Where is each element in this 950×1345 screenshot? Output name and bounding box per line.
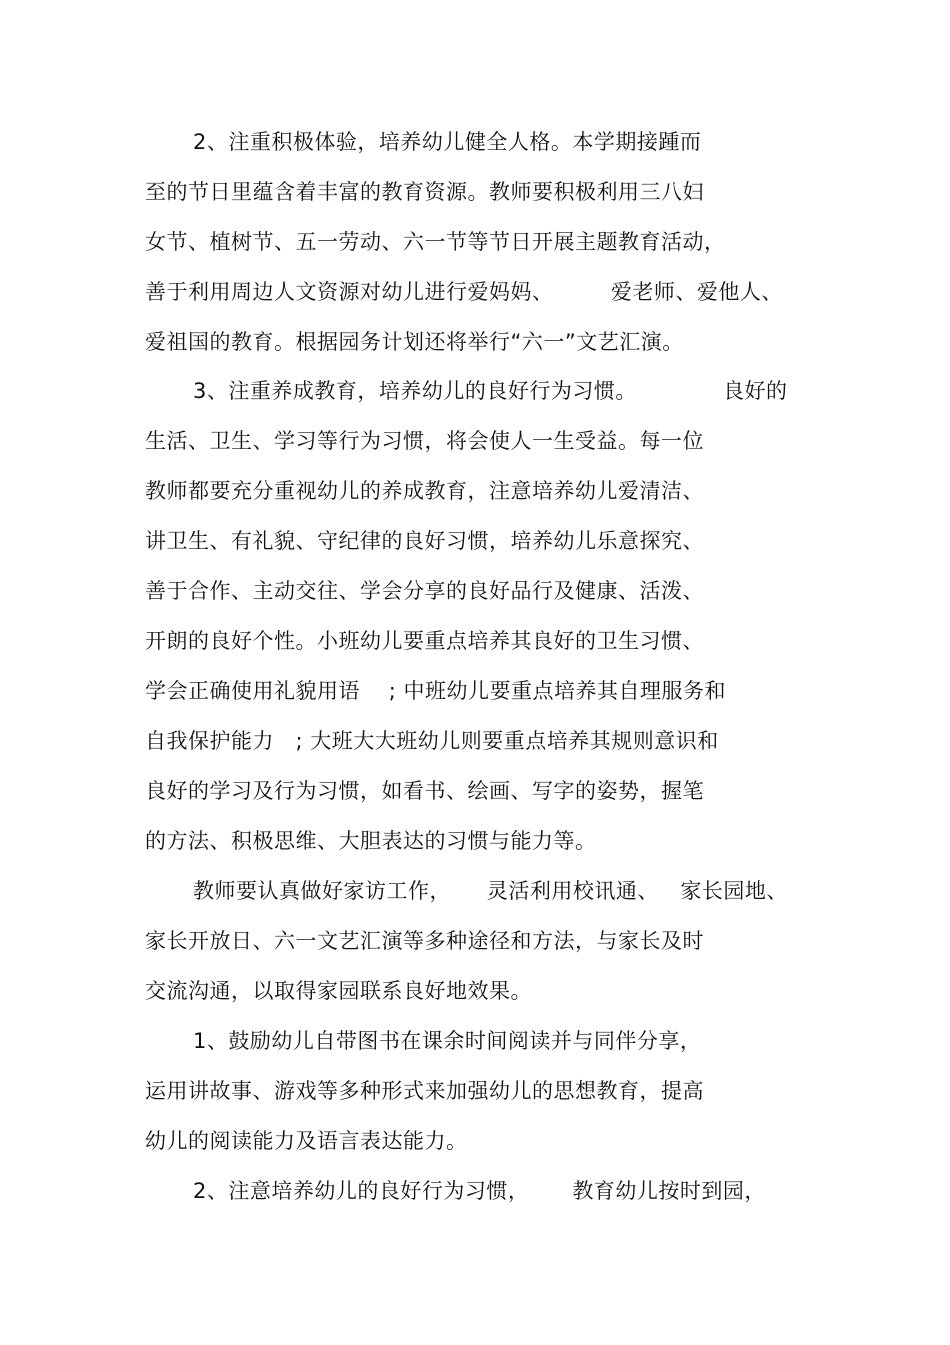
paragraph-line: 生活、卫生、学习等行为习惯，将会使人一生受益。每一位 (145, 429, 704, 453)
paragraph-line: 3、注重养成教育，培养幼儿的良好行为习惯。 良好的 (193, 379, 788, 403)
paragraph-line: 交流沟通，以取得家园联系良好地效果。 (145, 979, 532, 1003)
paragraph-line: 家长开放日、六一文艺汇演等多种途径和方法，与家长及时 (145, 929, 704, 953)
paragraph-line: 1、鼓励幼儿自带图书在课余时间阅读并与同伴分享， (193, 1029, 702, 1053)
paragraph-line: 善于合作、主动交往、学会分享的良好品行及健康、活泼、 (145, 579, 704, 603)
paragraph-line: 运用讲故事、游戏等多种形式来加强幼儿的思想教育，提高 (145, 1079, 704, 1103)
paragraph-line: 学会正确使用礼貌用语 ; 中班幼儿要重点培养其自理服务和 (145, 679, 726, 703)
paragraph-line: 教师都要充分重视幼儿的养成教育，注意培养幼儿爱清洁、 (145, 479, 704, 503)
paragraph-line: 至的节日里蕴含着丰富的教育资源。教师要积极利用三八妇 (145, 180, 704, 204)
paragraph-line: 2、注意培养幼儿的良好行为习惯， 教育幼儿按时到园， (193, 1179, 766, 1203)
paragraph-line: 女节、植树节、五一劳动、六一节等节日开展主题教育活动， (145, 230, 726, 254)
paragraph-line: 幼儿的阅读能力及语言表达能力。 (145, 1129, 468, 1153)
paragraph-line: 自我保护能力 ; 大班大大班幼儿则要重点培养其规则意识和 (145, 729, 719, 753)
paragraph-line: 2、注重积极体验，培养幼儿健全人格。本学期接踵而 (193, 130, 702, 154)
paragraph-line: 讲卫生、有礼貌、守纪律的良好习惯，培养幼儿乐意探究、 (145, 529, 704, 553)
paragraph-line: 的方法、积极思维、大胆表达的习惯与能力等。 (145, 829, 597, 853)
paragraph-line: 善于利用周边人文资源对幼儿进行爱妈妈、 爱老师、爱他人、 (145, 280, 783, 304)
paragraph-line: 开朗的良好个性。小班幼儿要重点培养其良好的卫生习惯、 (145, 629, 704, 653)
paragraph-line: 教师要认真做好家访工作， 灵活利用校讯通、 家长园地、 (193, 879, 788, 903)
paragraph-line: 良好的学习及行为习惯，如看书、绘画、写字的姿势，握笔 (145, 779, 704, 803)
paragraph-line: 爱祖国的教育。根据园务计划还将举行“六一”文艺汇演。 (145, 330, 684, 354)
